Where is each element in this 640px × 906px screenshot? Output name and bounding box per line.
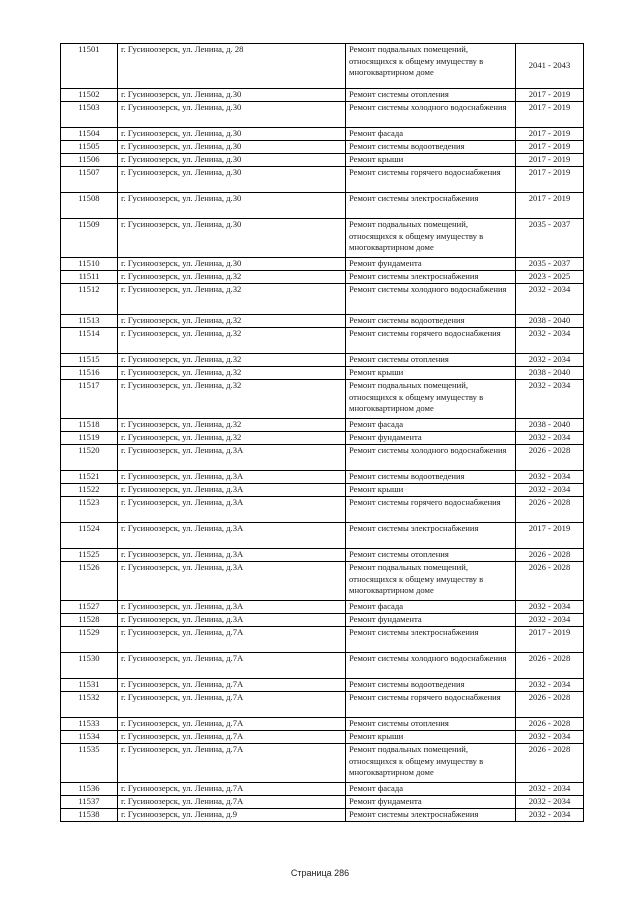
- period-cell: 2017 - 2019: [516, 627, 584, 653]
- address-cell: г. Гусиноозерск, ул. Ленина, д.32: [118, 271, 346, 284]
- period-cell: 2017 - 2019: [516, 154, 584, 167]
- work-type-cell: Ремонт крыши: [346, 731, 516, 744]
- table-body: [61, 44, 584, 822]
- row-number-cell: 11535: [61, 744, 118, 783]
- work-type-cell: Ремонт системы холодного водоснабжения: [346, 653, 516, 679]
- row-number-cell: 11523: [61, 497, 118, 523]
- period-cell: 2026 - 2028: [516, 744, 584, 783]
- work-type-cell: Ремонт системы горячего водоснабжения: [346, 328, 516, 354]
- row-number-cell: 11519: [61, 432, 118, 445]
- row-number-cell: 11518: [61, 419, 118, 432]
- row-number-cell: 11515: [61, 354, 118, 367]
- address-cell: г. Гусиноозерск, ул. Ленина, д.7А: [118, 783, 346, 796]
- table-row: [61, 601, 584, 614]
- period-cell: 2038 - 2040: [516, 367, 584, 380]
- work-type-cell: Ремонт подвальных помещений, относящихся к общему имуществу в многоквартирном доме: [346, 380, 516, 419]
- address-cell: г. Гусиноозерск, ул. Ленина, д.30: [118, 128, 346, 141]
- work-type-cell: Ремонт фасада: [346, 128, 516, 141]
- address-cell: г. Гусиноозерск, ул. Ленина, д.32: [118, 432, 346, 445]
- address-cell: г. Гусиноозерск, ул. Ленина, д.3А: [118, 484, 346, 497]
- table-row: [61, 718, 584, 731]
- work-type-cell: Ремонт системы водоотведения: [346, 471, 516, 484]
- table-row: [61, 44, 584, 89]
- period-cell: 2032 - 2034: [516, 783, 584, 796]
- table-row: [61, 419, 584, 432]
- address-cell: г. Гусиноозерск, ул. Ленина, д. 28: [118, 44, 346, 89]
- address-cell: г. Гусиноозерск, ул. Ленина, д.3А: [118, 471, 346, 484]
- address-cell: г. Гусиноозерск, ул. Ленина, д.9: [118, 809, 346, 822]
- work-type-cell: Ремонт системы водоотведения: [346, 679, 516, 692]
- period-cell: 2032 - 2034: [516, 354, 584, 367]
- address-cell: г. Гусиноозерск, ул. Ленина, д.7А: [118, 718, 346, 731]
- period-cell: 2032 - 2034: [516, 614, 584, 627]
- row-number-cell: 11528: [61, 614, 118, 627]
- row-number-cell: 11520: [61, 445, 118, 471]
- work-type-cell: Ремонт системы холодного водоснабжения: [346, 102, 516, 128]
- period-cell: 2017 - 2019: [516, 128, 584, 141]
- row-number-cell: 11511: [61, 271, 118, 284]
- address-cell: г. Гусиноозерск, ул. Ленина, д.3А: [118, 497, 346, 523]
- table-row: [61, 523, 584, 549]
- table-row: [61, 219, 584, 258]
- period-cell: 2035 - 2037: [516, 219, 584, 258]
- row-number-cell: 11527: [61, 601, 118, 614]
- address-cell: г. Гусиноозерск, ул. Ленина, д.3А: [118, 562, 346, 601]
- address-cell: г. Гусиноозерск, ул. Ленина, д.30: [118, 193, 346, 219]
- period-cell: 2032 - 2034: [516, 601, 584, 614]
- period-cell: 2017 - 2019: [516, 193, 584, 219]
- address-cell: г. Гусиноозерск, ул. Ленина, д.3А: [118, 601, 346, 614]
- work-type-cell: Ремонт системы электроснабжения: [346, 627, 516, 653]
- row-number-cell: 11525: [61, 549, 118, 562]
- work-type-cell: Ремонт фундамента: [346, 258, 516, 271]
- table-row: [61, 102, 584, 128]
- period-cell: 2032 - 2034: [516, 380, 584, 419]
- table-row: [61, 258, 584, 271]
- address-cell: г. Гусиноозерск, ул. Ленина, д.7А: [118, 744, 346, 783]
- period-cell: 2017 - 2019: [516, 141, 584, 154]
- work-type-cell: Ремонт системы холодного водоснабжения: [346, 284, 516, 315]
- row-number-cell: 11509: [61, 219, 118, 258]
- row-number-cell: 11514: [61, 328, 118, 354]
- table-row: [61, 484, 584, 497]
- work-type-cell: Ремонт системы электроснабжения: [346, 523, 516, 549]
- row-number-cell: 11534: [61, 731, 118, 744]
- work-type-cell: Ремонт системы отопления: [346, 718, 516, 731]
- period-cell: 2017 - 2019: [516, 167, 584, 193]
- period-cell: 2017 - 2019: [516, 102, 584, 128]
- table-row: [61, 796, 584, 809]
- work-type-cell: Ремонт системы водоотведения: [346, 141, 516, 154]
- page-number-label: Страница 286: [290, 868, 350, 878]
- row-number-cell: 11512: [61, 284, 118, 315]
- period-cell: 2041 - 2043: [516, 44, 584, 89]
- table-row: [61, 783, 584, 796]
- work-type-cell: Ремонт фундамента: [346, 796, 516, 809]
- table-row: [61, 271, 584, 284]
- row-number-cell: 11537: [61, 796, 118, 809]
- address-cell: г. Гусиноозерск, ул. Ленина, д.32: [118, 315, 346, 328]
- work-type-cell: Ремонт системы отопления: [346, 89, 516, 102]
- row-number-cell: 11533: [61, 718, 118, 731]
- table-row: [61, 367, 584, 380]
- address-cell: г. Гусиноозерск, ул. Ленина, д.30: [118, 154, 346, 167]
- row-number-cell: 11503: [61, 102, 118, 128]
- address-cell: г. Гусиноозерск, ул. Ленина, д.32: [118, 367, 346, 380]
- period-cell: 2026 - 2028: [516, 497, 584, 523]
- period-cell: 2017 - 2019: [516, 523, 584, 549]
- row-number-cell: 11502: [61, 89, 118, 102]
- row-number-cell: 11524: [61, 523, 118, 549]
- period-cell: 2038 - 2040: [516, 315, 584, 328]
- period-cell: 2032 - 2034: [516, 679, 584, 692]
- work-type-cell: Ремонт системы горячего водоснабжения: [346, 167, 516, 193]
- row-number-cell: 11501: [61, 44, 118, 89]
- period-cell: 2032 - 2034: [516, 731, 584, 744]
- row-number-cell: 11508: [61, 193, 118, 219]
- table-row: [61, 471, 584, 484]
- period-cell: 2032 - 2034: [516, 432, 584, 445]
- address-cell: г. Гусиноозерск, ул. Ленина, д.30: [118, 89, 346, 102]
- table-row: [61, 432, 584, 445]
- address-cell: г. Гусиноозерск, ул. Ленина, д.3А: [118, 523, 346, 549]
- period-cell: 2026 - 2028: [516, 549, 584, 562]
- period-cell: 2026 - 2028: [516, 653, 584, 679]
- row-number-cell: 11526: [61, 562, 118, 601]
- work-type-cell: Ремонт фундамента: [346, 614, 516, 627]
- work-type-cell: Ремонт системы горячего водоснабжения: [346, 497, 516, 523]
- period-cell: 2026 - 2028: [516, 692, 584, 718]
- period-cell: 2023 - 2025: [516, 271, 584, 284]
- row-number-cell: 11505: [61, 141, 118, 154]
- row-number-cell: 11530: [61, 653, 118, 679]
- address-cell: г. Гусиноозерск, ул. Ленина, д.30: [118, 141, 346, 154]
- period-cell: 2032 - 2034: [516, 328, 584, 354]
- work-type-cell: Ремонт крыши: [346, 484, 516, 497]
- work-type-cell: Ремонт подвальных помещений, относящихся к общему имуществу в многоквартирном доме: [346, 219, 516, 258]
- row-number-cell: 11513: [61, 315, 118, 328]
- work-type-cell: Ремонт системы водоотведения: [346, 315, 516, 328]
- table-row: [61, 141, 584, 154]
- row-number-cell: 11507: [61, 167, 118, 193]
- table-row: [61, 679, 584, 692]
- row-number-cell: 11516: [61, 367, 118, 380]
- address-cell: г. Гусиноозерск, ул. Ленина, д.30: [118, 219, 346, 258]
- address-cell: г. Гусиноозерск, ул. Ленина, д.7А: [118, 653, 346, 679]
- row-number-cell: 11522: [61, 484, 118, 497]
- work-type-cell: Ремонт подвальных помещений, относящихся к общему имуществу в многоквартирном доме: [346, 44, 516, 89]
- table-row: [61, 549, 584, 562]
- table-row: [61, 167, 584, 193]
- address-cell: г. Гусиноозерск, ул. Ленина, д.32: [118, 354, 346, 367]
- period-cell: 2038 - 2040: [516, 419, 584, 432]
- period-cell: 2032 - 2034: [516, 809, 584, 822]
- address-cell: г. Гусиноозерск, ул. Ленина, д.32: [118, 380, 346, 419]
- table-row: [61, 89, 584, 102]
- address-cell: г. Гусиноозерск, ул. Ленина, д.30: [118, 102, 346, 128]
- row-number-cell: 11529: [61, 627, 118, 653]
- work-type-cell: Ремонт подвальных помещений, относящихся к общему имуществу в многоквартирном доме: [346, 562, 516, 601]
- capital-repair-table: [60, 43, 584, 822]
- work-type-cell: Ремонт фасада: [346, 601, 516, 614]
- address-cell: г. Гусиноозерск, ул. Ленина, д.3А: [118, 614, 346, 627]
- row-number-cell: 11517: [61, 380, 118, 419]
- table-row: [61, 744, 584, 783]
- table-row: [61, 193, 584, 219]
- address-cell: г. Гусиноозерск, ул. Ленина, д.7А: [118, 627, 346, 653]
- period-cell: 2026 - 2028: [516, 562, 584, 601]
- table-row: [61, 284, 584, 315]
- table-row: [61, 614, 584, 627]
- address-cell: г. Гусиноозерск, ул. Ленина, д.32: [118, 284, 346, 315]
- table-row: [61, 562, 584, 601]
- table-row: [61, 154, 584, 167]
- address-cell: г. Гусиноозерск, ул. Ленина, д.7А: [118, 731, 346, 744]
- address-cell: г. Гусиноозерск, ул. Ленина, д.3А: [118, 549, 346, 562]
- work-type-cell: Ремонт подвальных помещений, относящихся к общему имуществу в многоквартирном доме: [346, 744, 516, 783]
- table-row: [61, 128, 584, 141]
- period-cell: 2032 - 2034: [516, 796, 584, 809]
- address-cell: г. Гусиноозерск, ул. Ленина, д.7А: [118, 796, 346, 809]
- work-type-cell: Ремонт фасада: [346, 419, 516, 432]
- period-cell: 2035 - 2037: [516, 258, 584, 271]
- work-type-cell: Ремонт фасада: [346, 783, 516, 796]
- row-number-cell: 11538: [61, 809, 118, 822]
- work-type-cell: Ремонт фундамента: [346, 432, 516, 445]
- table-row: [61, 809, 584, 822]
- work-type-cell: Ремонт системы горячего водоснабжения: [346, 692, 516, 718]
- address-cell: г. Гусиноозерск, ул. Ленина, д.3А: [118, 445, 346, 471]
- period-cell: 2017 - 2019: [516, 89, 584, 102]
- work-type-cell: Ремонт системы электроснабжения: [346, 809, 516, 822]
- page-footer: [0, 868, 640, 878]
- work-type-cell: Ремонт крыши: [346, 367, 516, 380]
- address-cell: г. Гусиноозерск, ул. Ленина, д.7А: [118, 679, 346, 692]
- period-cell: 2032 - 2034: [516, 471, 584, 484]
- row-number-cell: 11536: [61, 783, 118, 796]
- table-row: [61, 653, 584, 679]
- period-cell: 2032 - 2034: [516, 284, 584, 315]
- table-row: [61, 497, 584, 523]
- address-cell: г. Гусиноозерск, ул. Ленина, д.30: [118, 167, 346, 193]
- table-row: [61, 445, 584, 471]
- row-number-cell: 11504: [61, 128, 118, 141]
- table-row: [61, 731, 584, 744]
- work-type-cell: Ремонт системы отопления: [346, 354, 516, 367]
- work-type-cell: Ремонт системы холодного водоснабжения: [346, 445, 516, 471]
- work-type-cell: Ремонт крыши: [346, 154, 516, 167]
- table-row: [61, 380, 584, 419]
- period-cell: 2026 - 2028: [516, 718, 584, 731]
- table-row: [61, 627, 584, 653]
- address-cell: г. Гусиноозерск, ул. Ленина, д.32: [118, 328, 346, 354]
- work-type-cell: Ремонт системы электроснабжения: [346, 193, 516, 219]
- table-row: [61, 692, 584, 718]
- work-type-cell: Ремонт системы отопления: [346, 549, 516, 562]
- row-number-cell: 11531: [61, 679, 118, 692]
- table-row: [61, 328, 584, 354]
- address-cell: г. Гусиноозерск, ул. Ленина, д.7А: [118, 692, 346, 718]
- table-row: [61, 354, 584, 367]
- row-number-cell: 11532: [61, 692, 118, 718]
- row-number-cell: 11521: [61, 471, 118, 484]
- table-row: [61, 315, 584, 328]
- row-number-cell: 11506: [61, 154, 118, 167]
- row-number-cell: 11510: [61, 258, 118, 271]
- period-cell: 2026 - 2028: [516, 445, 584, 471]
- address-cell: г. Гусиноозерск, ул. Ленина, д.32: [118, 419, 346, 432]
- period-cell: 2032 - 2034: [516, 484, 584, 497]
- work-type-cell: Ремонт системы электроснабжения: [346, 271, 516, 284]
- address-cell: г. Гусиноозерск, ул. Ленина, д.30: [118, 258, 346, 271]
